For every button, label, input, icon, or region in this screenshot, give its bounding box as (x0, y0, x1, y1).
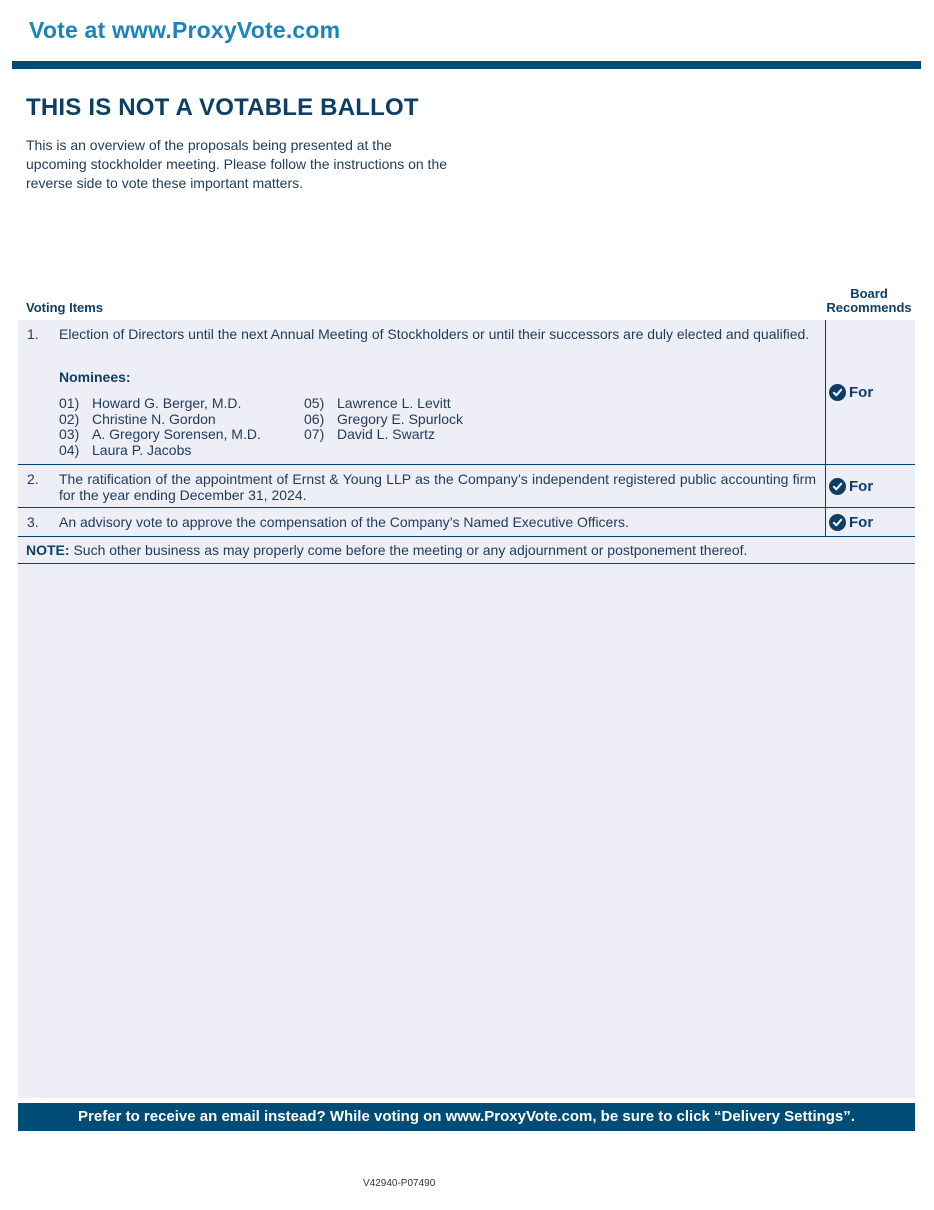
note-body: Such other business as may properly come before the meeting or any adjournment or postponement thereof. (69, 542, 748, 558)
document-code: V42940-P07490 (363, 1178, 436, 1189)
note-text (26, 542, 747, 558)
voting-items-header: Voting Items (26, 300, 104, 315)
checkmark-icon (829, 384, 846, 401)
nominee-item (59, 412, 261, 428)
item-number: 3. (27, 514, 39, 530)
board-recommendation (825, 508, 915, 536)
page-title: THIS IS NOT A VOTABLE BALLOT (26, 94, 419, 121)
nominee-number: 03) (59, 426, 80, 442)
nominees-column-left (59, 396, 261, 458)
checkmark-icon (829, 478, 846, 495)
nominee-item (59, 427, 261, 443)
board-recommendation (825, 465, 915, 507)
voting-item-3 (18, 508, 915, 537)
nominees-column-right (304, 396, 463, 443)
item-text: Election of Directors until the next Annual Meeting of Stockholders or until their successors are duly elected and qualified. (59, 326, 810, 342)
board-header-line2: Recommends (826, 300, 912, 315)
recommendation-label: For (849, 477, 874, 495)
nominee-number: 07) (304, 426, 325, 442)
nominee-number: 02) (59, 410, 80, 427)
nominee-name: Lawrence L. Levitt (337, 395, 451, 411)
note-label: NOTE: (26, 542, 70, 558)
header-divider (12, 61, 921, 69)
nominee-item (304, 396, 463, 412)
nominee-name: Howard G. Berger, M.D. (92, 395, 242, 411)
board-recommends-header (824, 287, 914, 315)
nominee-number: 04) (59, 441, 80, 458)
board-header-line1: Board (850, 286, 888, 301)
nominee-name: Gregory E. Spurlock (337, 410, 464, 427)
item-number: 2. (27, 471, 39, 487)
item-number: 1. (27, 326, 39, 342)
proxyvote-link[interactable]: Vote at www.ProxyVote.com (29, 17, 341, 43)
voting-item-1 (18, 320, 915, 465)
nominee-name: Christine N. Gordon (92, 410, 216, 427)
item-text: The ratification of the appointment of Ernst & Young LLP as the Company’s independent registered public accounting firm for the year ending December 31, 2024. (59, 471, 816, 503)
nominee-item (59, 396, 261, 412)
nominee-number: 06) (304, 410, 325, 427)
email-delivery-banner: Prefer to receive an email instead? While voting on www.ProxyVote.com, be sure to click “Delivery Settings”. (18, 1103, 915, 1131)
board-recommendation (825, 320, 915, 464)
nominee-number: 05) (304, 395, 325, 411)
recommendation-label: For (849, 513, 874, 531)
nominee-item (304, 427, 463, 443)
checkmark-icon (829, 514, 846, 531)
nominee-item (59, 443, 261, 459)
nominee-item (304, 412, 463, 428)
voting-item-2 (18, 465, 915, 508)
note-row (18, 537, 915, 564)
intro-text: This is an overview of the proposals being presented at the upcoming stockholder meeting. Please follow the instructions on the reverse side to vote these important matters. (26, 137, 448, 191)
nominee-number: 01) (59, 395, 80, 411)
nominee-name: David L. Swartz (337, 426, 436, 442)
nominee-name: A. Gregory Sorensen, M.D. (92, 426, 261, 442)
nominees-heading: Nominees: (59, 369, 131, 385)
recommendation-label: For (849, 383, 874, 401)
item-text: An advisory vote to approve the compensation of the Company’s Named Executive Officers. (59, 514, 629, 530)
nominee-name: Laura P. Jacobs (92, 441, 192, 458)
